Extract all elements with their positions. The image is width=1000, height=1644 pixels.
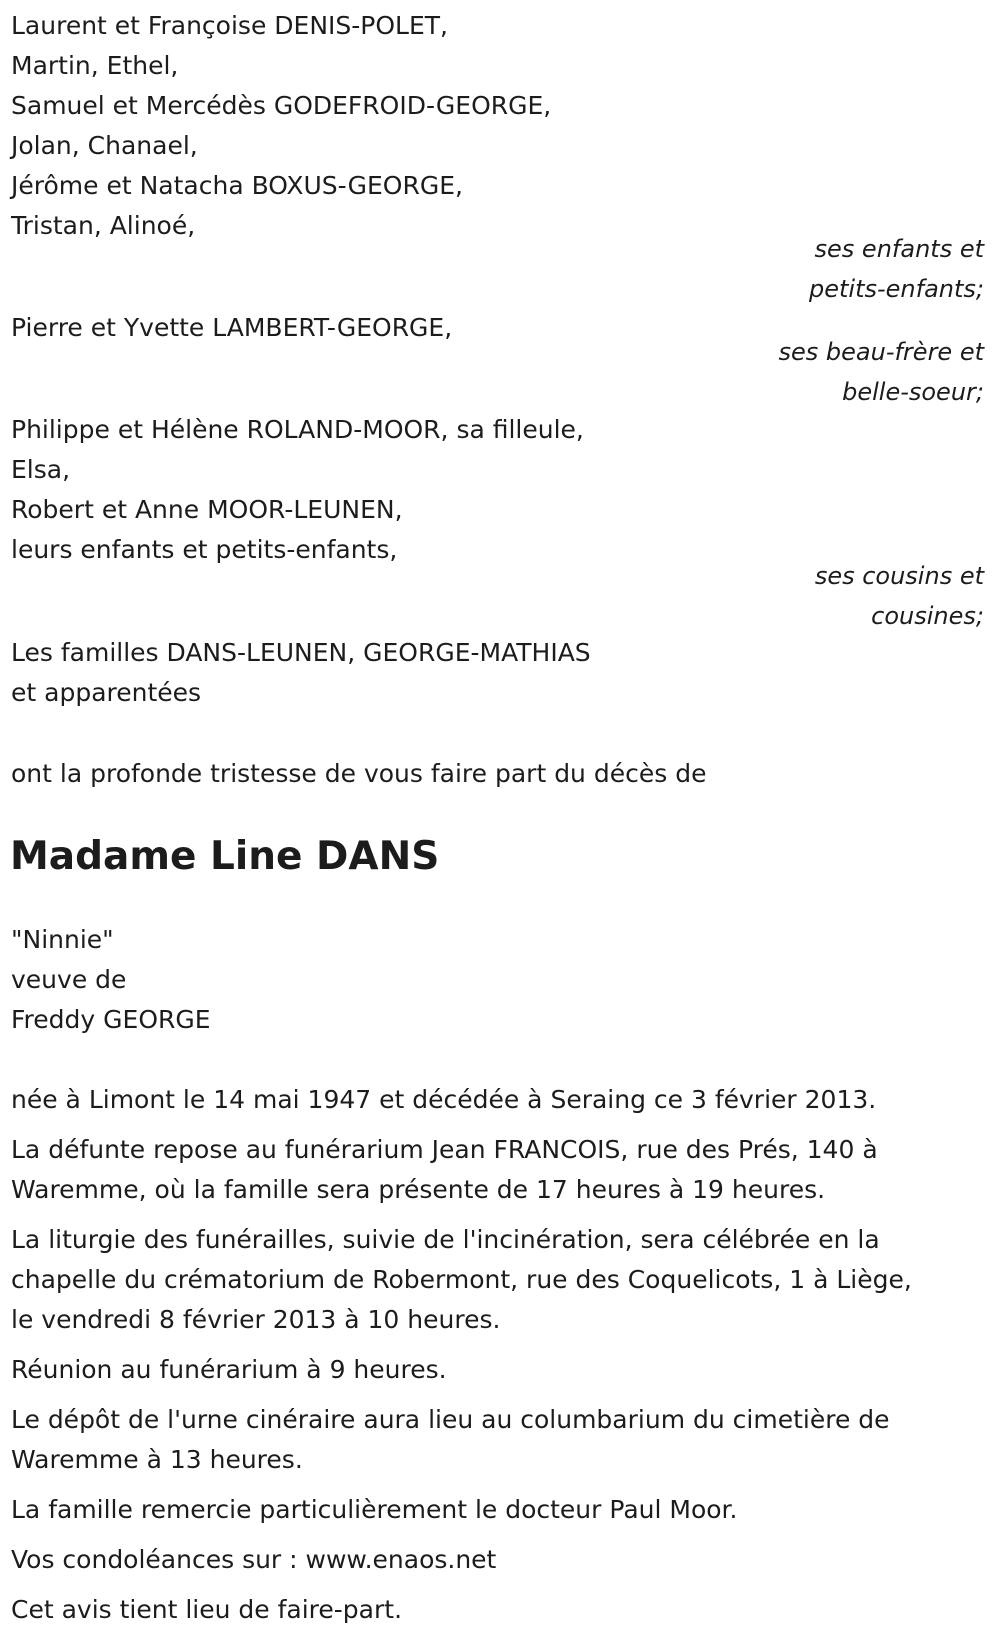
family-line: Tristan, Alinoé, [11,211,196,240]
detail-line: La liturgie des funérailles, suivie de l'incinération, sera célébrée en la [11,1225,880,1254]
detail-line: Vos condoléances sur : www.enaos.net [11,1545,497,1574]
detail-line: Waremme, où la famille sera présente de 17 heures à 19 heures. [11,1175,826,1204]
relation-label: cousines; [871,602,984,630]
deceased-name: Madame Line DANS [10,834,440,879]
relation-label: ses cousins et [814,562,984,590]
family-line: Elsa, [11,455,71,484]
family-line: leurs enfants et petits-enfants, [11,535,398,564]
widow-of-label: veuve de [11,965,127,994]
spouse-name: Freddy GEORGE [11,1005,211,1034]
deceased-nickname: "Ninnie" [11,925,114,954]
detail-line: Le dépôt de l'urne cinéraire aura lieu au columbarium du cimetière de [11,1405,890,1434]
detail-line: Waremme à 13 heures. [11,1445,303,1474]
detail-line: La famille remercie particulièrement le docteur Paul Moor. [11,1495,738,1524]
detail-line: chapelle du crématorium de Robermont, rue des Coquelicots, 1 à Liège, [11,1265,912,1294]
relation-label: ses enfants et [814,235,984,263]
family-line: Philippe et Hélène ROLAND-MOOR, sa filleule, [11,415,584,444]
relation-label: petits-enfants; [809,275,984,303]
family-line: Les familles DANS-LEUNEN, GEORGE-MATHIAS [11,638,591,667]
detail-line: le vendredi 8 février 2013 à 10 heures. [11,1305,501,1334]
detail-line: Cet avis tient lieu de faire-part. [11,1595,403,1624]
family-line: et apparentées [11,678,202,707]
family-line: Martin, Ethel, [11,51,179,80]
announcement-intro: ont la profonde tristesse de vous faire part du décès de [11,759,707,788]
relation-label: ses beau-frère et [778,338,984,366]
family-line: Laurent et Françoise DENIS-POLET, [11,11,448,40]
family-line: Jolan, Chanael, [11,131,198,160]
family-line: Samuel et Mercédès GODEFROID-GEORGE, [11,91,552,120]
family-line: Robert et Anne MOOR-LEUNEN, [11,495,403,524]
detail-line: Réunion au funérarium à 9 heures. [11,1355,447,1384]
relation-label: belle-soeur; [842,378,984,406]
family-line: Pierre et Yvette LAMBERT-GEORGE, [11,313,453,342]
detail-line: née à Limont le 14 mai 1947 et décédée à Seraing ce 3 février 2013. [11,1085,877,1114]
family-line: Jérôme et Natacha BOXUS-GEORGE, [11,171,463,200]
detail-line: La défunte repose au funérarium Jean FRANCOIS, rue des Prés, 140 à [11,1135,878,1164]
